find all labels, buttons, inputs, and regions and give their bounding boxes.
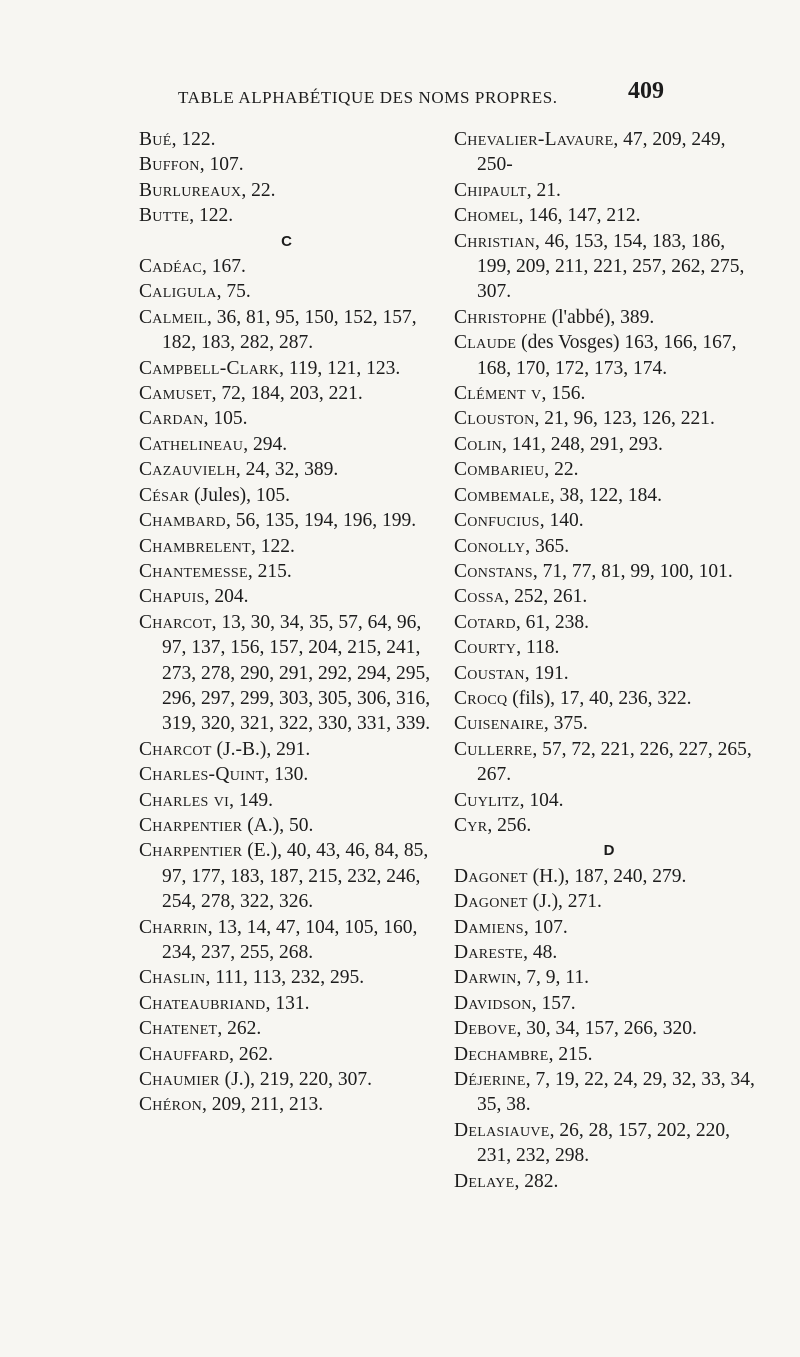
index-entry bbox=[454, 915, 764, 940]
index-entry bbox=[454, 661, 764, 686]
index-entry bbox=[139, 127, 434, 152]
entry-page-refs: , 56, 135, 194, 196, 199. bbox=[225, 510, 417, 532]
entry-page-refs: , 122. bbox=[189, 205, 234, 227]
entry-name: Crocq bbox=[454, 687, 508, 709]
index-entry bbox=[139, 737, 434, 762]
entry-name: Camuset bbox=[139, 383, 212, 405]
index-entry bbox=[454, 229, 764, 305]
entry-page-refs: (J.-B.), 291. bbox=[211, 738, 311, 760]
entry-name: Confucius bbox=[454, 510, 540, 532]
entry-name: Chevalier-Lavaure bbox=[454, 129, 614, 150]
index-entry bbox=[454, 991, 764, 1016]
index-entry bbox=[139, 178, 434, 203]
index-entry bbox=[139, 534, 434, 559]
index-entry bbox=[454, 737, 764, 788]
index-entry bbox=[454, 813, 764, 838]
entry-page-refs: , 61, 238. bbox=[515, 611, 590, 633]
entry-name: Clouston bbox=[454, 408, 535, 430]
index-entry bbox=[454, 457, 764, 482]
entry-page-refs: , 156. bbox=[541, 383, 586, 405]
entry-name: Dagonet bbox=[454, 891, 528, 913]
entry-page-refs: , 204. bbox=[204, 586, 249, 608]
entry-page-refs: (A.), 50. bbox=[242, 814, 314, 836]
entry-name: Cuylitz bbox=[454, 789, 520, 811]
index-entry bbox=[454, 483, 764, 508]
index-entry bbox=[454, 432, 764, 457]
index-entry bbox=[139, 254, 434, 279]
entry-name: Charcot bbox=[139, 611, 212, 633]
index-entry bbox=[139, 1016, 434, 1041]
index-entry bbox=[454, 559, 764, 584]
index-entry bbox=[139, 432, 434, 457]
entry-page-refs: , 105. bbox=[203, 408, 248, 430]
entry-name: Damiens bbox=[454, 916, 524, 938]
index-column-left bbox=[139, 127, 434, 1118]
entry-page-refs: , 46, 153, 154, 183, 186, 199, 209, 211, 221, 257, 262, 275, 307. bbox=[477, 230, 745, 303]
index-entry bbox=[454, 305, 764, 330]
page-title: TABLE ALPHABÉTIQUE DES NOMS PROPRES. bbox=[178, 88, 558, 107]
entry-page-refs: (Jules), 105. bbox=[189, 484, 291, 506]
entry-name: Chaumier bbox=[139, 1069, 220, 1091]
entry-name: Charpentier bbox=[139, 814, 243, 836]
index-entry bbox=[139, 279, 434, 304]
entry-page-refs: , 7, 19, 22, 24, 29, 32, 33, 34, 35, 38. bbox=[477, 1069, 755, 1116]
entry-page-refs: , 26, 28, 157, 202, 220, 231, 232, 298. bbox=[477, 1119, 731, 1167]
index-entry bbox=[139, 762, 434, 787]
entry-name: Charrin bbox=[139, 916, 208, 938]
index-entry bbox=[454, 889, 764, 914]
entry-name: Cardan bbox=[139, 408, 204, 430]
index-entry bbox=[454, 864, 764, 889]
index-entry bbox=[454, 1067, 764, 1118]
index-entry bbox=[454, 534, 764, 559]
index-entry bbox=[139, 838, 434, 914]
entry-name: Claude bbox=[454, 332, 517, 354]
entry-name: Dareste bbox=[454, 942, 524, 963]
entry-name: Courty bbox=[454, 637, 517, 659]
index-entry bbox=[454, 1042, 764, 1067]
entry-page-refs: , 47, 209, 249, 250- bbox=[477, 129, 726, 176]
entry-page-refs: , 375. bbox=[543, 713, 588, 735]
index-entry bbox=[454, 178, 764, 203]
index-entry bbox=[454, 406, 764, 431]
entry-name: Bué bbox=[139, 129, 172, 150]
entry-page-refs: (J.), 271. bbox=[527, 891, 602, 913]
entry-name: Darwin bbox=[454, 967, 517, 989]
entry-page-refs: , 75. bbox=[216, 281, 251, 303]
section-letter: C bbox=[281, 232, 292, 250]
index-entry bbox=[454, 1169, 764, 1194]
index-entry bbox=[139, 356, 434, 381]
entry-name: Combarieu bbox=[454, 459, 545, 481]
index-entry bbox=[139, 1092, 434, 1117]
entry-page-refs: , 282. bbox=[514, 1170, 559, 1192]
entry-page-refs: , 24, 32, 389. bbox=[235, 459, 339, 481]
entry-name: Christophe bbox=[454, 306, 547, 328]
index-entry bbox=[139, 788, 434, 813]
entry-name: Christian bbox=[454, 230, 536, 252]
entry-page-refs: , 149. bbox=[229, 789, 273, 811]
entry-name: Constans bbox=[454, 560, 533, 582]
index-entry bbox=[139, 965, 434, 990]
entry-name: Debove bbox=[454, 1018, 517, 1040]
index-entry bbox=[454, 330, 764, 381]
index-entry bbox=[454, 127, 764, 178]
entry-name: Cazauvielh bbox=[139, 459, 236, 481]
entry-page-refs: , 146, 147, 212. bbox=[518, 205, 641, 227]
index-entry bbox=[139, 610, 434, 737]
entry-page-refs: , 22. bbox=[544, 459, 579, 481]
entry-name: Chipault bbox=[454, 179, 527, 201]
entry-page-refs: , 130. bbox=[264, 764, 309, 786]
index-entry bbox=[454, 635, 764, 660]
index-entry bbox=[139, 991, 434, 1016]
entry-page-refs: , 215. bbox=[548, 1043, 593, 1065]
index-entry bbox=[139, 813, 434, 838]
index-entry bbox=[454, 203, 764, 228]
entry-name: Butte bbox=[139, 205, 190, 227]
entry-name: Chateaubriand bbox=[139, 992, 266, 1014]
index-entry bbox=[454, 508, 764, 533]
entry-page-refs: , 38, 122, 184. bbox=[549, 484, 662, 506]
entry-name: Cathelineau bbox=[139, 433, 244, 455]
entry-page-refs: , 167. bbox=[202, 256, 246, 278]
entry-page-refs: , 107. bbox=[523, 916, 568, 938]
entry-name: Charles vi bbox=[139, 789, 230, 811]
entry-page-refs: , 262. bbox=[217, 1018, 262, 1040]
entry-page-refs: , 36, 81, 95, 150, 152, 157, 182, 183, 282, 287. bbox=[162, 306, 417, 354]
index-column-right bbox=[454, 127, 764, 1194]
entry-name: Cyr bbox=[454, 814, 488, 836]
page-number: 409 bbox=[628, 78, 664, 104]
entry-name: Clément v bbox=[454, 383, 542, 405]
index-entry bbox=[139, 508, 434, 533]
entry-page-refs: , 215. bbox=[247, 560, 292, 582]
entry-name: Cadéac bbox=[139, 256, 203, 278]
entry-page-refs: , 262. bbox=[229, 1043, 274, 1065]
entry-name: Cotard bbox=[454, 611, 516, 633]
index-entry bbox=[454, 788, 764, 813]
entry-page-refs: , 48. bbox=[523, 942, 558, 963]
entry-page-refs: , 72, 184, 203, 221. bbox=[211, 383, 363, 405]
entry-name: Caligula bbox=[139, 281, 217, 303]
index-entry bbox=[454, 584, 764, 609]
entry-name: Delaye bbox=[454, 1170, 515, 1192]
entry-page-refs: , 157. bbox=[531, 992, 576, 1014]
entry-name: Cossa bbox=[454, 586, 505, 608]
entry-page-refs: , 13, 14, 47, 104, 105, 160, 234, 237, 255, 268. bbox=[162, 916, 418, 963]
entry-page-refs: , 71, 77, 81, 99, 100, 101. bbox=[532, 560, 733, 582]
index-entry bbox=[454, 686, 764, 711]
entry-page-refs: , 118. bbox=[516, 637, 560, 659]
entry-page-refs: , 252, 261. bbox=[504, 586, 588, 608]
index-entry bbox=[139, 584, 434, 609]
entry-page-refs: , 256. bbox=[487, 814, 532, 836]
index-entry bbox=[139, 305, 434, 356]
entry-page-refs: , 104. bbox=[519, 789, 564, 811]
entry-name: Combemale bbox=[454, 484, 550, 506]
entry-page-refs: , 21, 96, 123, 126, 221. bbox=[534, 408, 715, 430]
index-entry bbox=[139, 152, 434, 177]
entry-page-refs: , 209, 211, 213. bbox=[202, 1094, 324, 1116]
entry-page-refs: , 21. bbox=[526, 179, 561, 201]
entry-page-refs: , 30, 34, 157, 266, 320. bbox=[516, 1018, 697, 1040]
index-entry bbox=[139, 483, 434, 508]
entry-page-refs: , 141, 248, 291, 293. bbox=[501, 433, 663, 455]
entry-page-refs: , 365. bbox=[525, 535, 570, 557]
entry-name: Chambrelent bbox=[139, 535, 251, 557]
entry-page-refs: (fils), 17, 40, 236, 322. bbox=[507, 687, 692, 709]
index-entry bbox=[454, 1118, 764, 1169]
entry-page-refs: , 119, 121, 123. bbox=[279, 357, 401, 379]
entry-name: Davidson bbox=[454, 992, 532, 1014]
entry-name: Charcot bbox=[139, 738, 212, 760]
entry-page-refs: , 122. bbox=[171, 129, 216, 150]
entry-page-refs: (E.), 40, 43, 46, 84, 85, 97, 177, 183, 187, 215, 232, 246, 254, 278, 322, 326. bbox=[162, 840, 429, 913]
entry-name: Chaslin bbox=[139, 967, 206, 989]
index-entry bbox=[454, 610, 764, 635]
entry-name: Chantemesse bbox=[139, 560, 248, 582]
entry-name: Dechambre bbox=[454, 1043, 549, 1065]
index-entry bbox=[139, 1042, 434, 1067]
entry-page-refs: , 13, 30, 34, 35, 57, 64, 96, 97, 137, 156, 157, 204, 215, 241, 273, 278, 290, 291, 292, 294, 295, 296, 297, 299, 303, 305, 306, 316, 319, 320, 321, 322, 330, 331, 339. bbox=[162, 611, 431, 735]
entry-name: Chapuis bbox=[139, 586, 205, 608]
entry-page-refs: (l'abbé), 389. bbox=[546, 306, 655, 328]
entry-name: Dagonet bbox=[454, 865, 528, 887]
index-entry bbox=[139, 203, 434, 228]
entry-name: Burlureaux bbox=[139, 179, 242, 201]
entry-page-refs: , 57, 72, 221, 226, 227, 265, 267. bbox=[477, 738, 752, 786]
entry-name: Charles-Quint bbox=[139, 764, 265, 786]
entry-page-refs: , 131. bbox=[265, 992, 310, 1014]
entry-name: Conolly bbox=[454, 535, 526, 557]
index-entry bbox=[454, 1016, 764, 1041]
entry-name: Coustan bbox=[454, 662, 525, 684]
index-entry bbox=[139, 1067, 434, 1092]
entry-name: Chéron bbox=[139, 1094, 203, 1116]
index-entry bbox=[139, 915, 434, 966]
entry-name: Chatenet bbox=[139, 1018, 218, 1040]
index-entry bbox=[139, 457, 434, 482]
entry-name: Chomel bbox=[454, 205, 519, 227]
entry-page-refs: , 122. bbox=[250, 535, 295, 557]
entry-name: Campbell-Clark bbox=[139, 357, 280, 379]
index-entry bbox=[454, 965, 764, 990]
entry-page-refs: , 191. bbox=[524, 662, 569, 684]
entry-page-refs: (H.), 187, 240, 279. bbox=[527, 865, 687, 887]
entry-name: Déjerine bbox=[454, 1069, 526, 1091]
entry-name: Cuisenaire bbox=[454, 713, 544, 735]
entry-name: Cullerre bbox=[454, 738, 533, 760]
index-entry bbox=[454, 711, 764, 736]
entry-page-refs: , 22. bbox=[241, 179, 276, 201]
entry-name: Chambard bbox=[139, 510, 226, 532]
entry-name: Calmeil bbox=[139, 306, 207, 328]
entry-page-refs: (J.), 219, 220, 307. bbox=[219, 1069, 372, 1091]
entry-name: Delasiauve bbox=[454, 1119, 550, 1141]
index-entry bbox=[139, 559, 434, 584]
entry-page-refs: , 7, 9, 11. bbox=[516, 967, 589, 989]
entry-name: Buffon bbox=[139, 154, 200, 176]
section-letter: D bbox=[603, 842, 615, 860]
entry-name: César bbox=[139, 484, 190, 506]
index-entry bbox=[454, 940, 764, 965]
entry-page-refs: , 107. bbox=[199, 154, 244, 176]
index-entry bbox=[454, 381, 764, 406]
entry-name: Chauffard bbox=[139, 1043, 230, 1065]
index-entry bbox=[139, 381, 434, 406]
entry-page-refs: , 294. bbox=[243, 433, 288, 455]
index-entry bbox=[139, 406, 434, 431]
entry-name: Charpentier bbox=[139, 840, 243, 862]
running-header bbox=[0, 78, 800, 112]
entry-page-refs: , 140. bbox=[539, 510, 584, 532]
entry-page-refs: , 111, 113, 232, 295. bbox=[205, 967, 365, 989]
entry-page-refs: (des Vosges) 163, 166, 167, 168, 170, 172, 173, 174. bbox=[477, 332, 737, 379]
entry-name: Colin bbox=[454, 433, 502, 455]
